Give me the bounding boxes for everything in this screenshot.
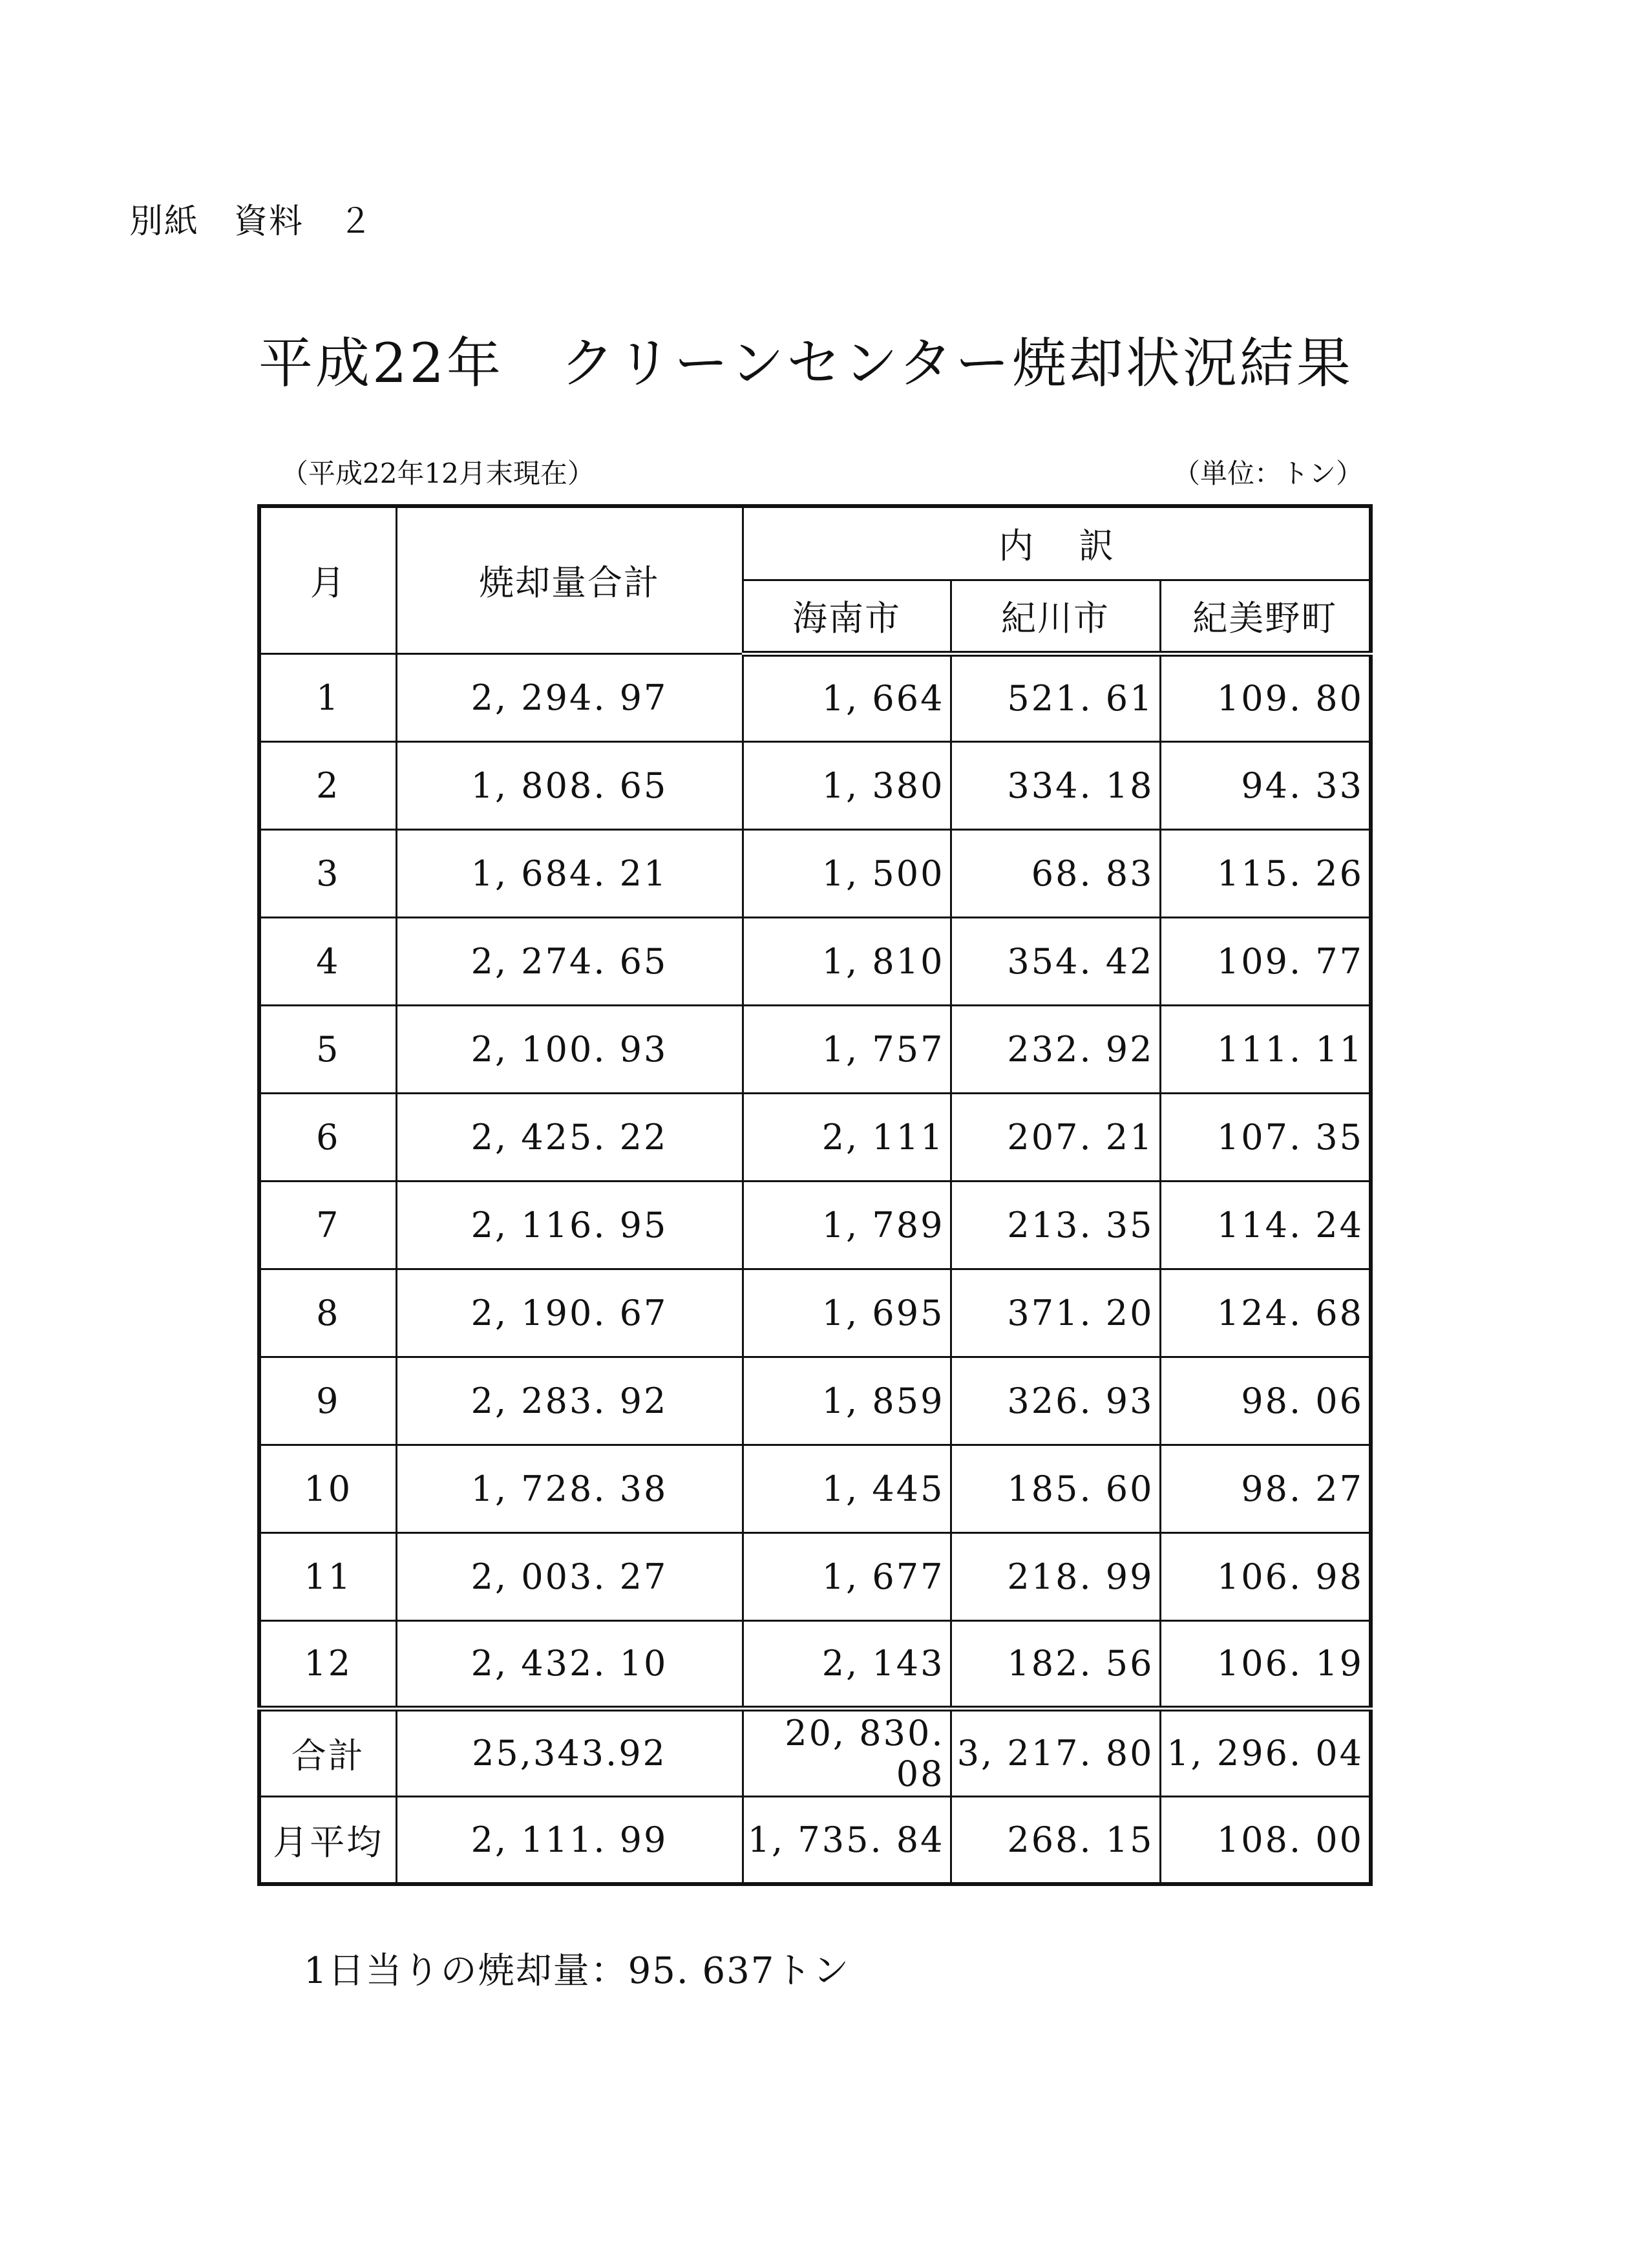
kinokawa-cell: 68. 83 xyxy=(951,829,1160,917)
table-row xyxy=(259,829,1371,917)
kinokawa-cell: 232. 92 xyxy=(951,1005,1160,1093)
month-cell: 6 xyxy=(259,1093,396,1181)
table-row xyxy=(259,1093,1371,1181)
table-row xyxy=(259,1005,1371,1093)
kainan-cell: 2, 143 xyxy=(743,1620,951,1708)
average-total-cell: 2, 111. 99 xyxy=(396,1796,743,1884)
table-header xyxy=(259,506,1371,653)
average-label: 月平均 xyxy=(259,1796,396,1884)
month-cell: 4 xyxy=(259,917,396,1005)
kinokawa-cell: 218. 99 xyxy=(951,1532,1160,1620)
sum-total-cell: 25,343.92 xyxy=(396,1708,743,1796)
kinokawa-cell: 334. 18 xyxy=(951,741,1160,829)
total-cell: 2, 100. 93 xyxy=(396,1005,743,1093)
sum-row xyxy=(259,1708,1371,1796)
kimino-cell: 114. 24 xyxy=(1160,1181,1371,1269)
kimino-cell: 109. 77 xyxy=(1160,917,1371,1005)
kinokawa-cell: 326. 93 xyxy=(951,1357,1160,1445)
kimino-cell: 115. 26 xyxy=(1160,829,1371,917)
sum-kinokawa-cell: 3, 217. 80 xyxy=(951,1708,1160,1796)
kimino-cell: 94. 33 xyxy=(1160,741,1371,829)
average-row xyxy=(259,1796,1371,1884)
total-cell: 2, 425. 22 xyxy=(396,1093,743,1181)
kainan-cell: 1, 789 xyxy=(743,1181,951,1269)
kainan-cell: 1, 859 xyxy=(743,1357,951,1445)
kimino-column-header: 紀美野町 xyxy=(1160,580,1371,653)
total-cell: 2, 003. 27 xyxy=(396,1532,743,1620)
kinokawa-cell: 213. 35 xyxy=(951,1181,1160,1269)
kimino-cell: 109. 80 xyxy=(1160,653,1371,741)
page-title: 平成22年 クリーンセンター焼却状況結果 xyxy=(259,332,1353,395)
month-column-header: 月 xyxy=(259,506,396,653)
kimino-cell: 106. 19 xyxy=(1160,1620,1371,1708)
month-cell: 5 xyxy=(259,1005,396,1093)
month-cell: 3 xyxy=(259,829,396,917)
kinokawa-cell: 371. 20 xyxy=(951,1269,1160,1357)
table-row xyxy=(259,741,1371,829)
average-kimino-cell: 108. 00 xyxy=(1160,1796,1371,1884)
month-cell: 11 xyxy=(259,1532,396,1620)
total-cell: 2, 274. 65 xyxy=(396,917,743,1005)
average-kinokawa-cell: 268. 15 xyxy=(951,1796,1160,1884)
breakdown-column-header: 内訳 xyxy=(743,506,1371,580)
total-cell: 2, 116. 95 xyxy=(396,1181,743,1269)
month-cell: 8 xyxy=(259,1269,396,1357)
kinokawa-cell: 207. 21 xyxy=(951,1093,1160,1181)
document-label: 別紙 資料 ２ xyxy=(129,202,374,241)
kimino-cell: 111. 11 xyxy=(1160,1005,1371,1093)
table-row xyxy=(259,653,1371,741)
incineration-table xyxy=(257,504,1373,1886)
month-cell: 12 xyxy=(259,1620,396,1708)
kinokawa-cell: 354. 42 xyxy=(951,917,1160,1005)
kimino-cell: 107. 35 xyxy=(1160,1093,1371,1181)
average-kainan-cell: 1, 735. 84 xyxy=(743,1796,951,1884)
total-cell: 2, 283. 92 xyxy=(396,1357,743,1445)
kinokawa-cell: 185. 60 xyxy=(951,1445,1160,1532)
total-cell: 2, 190. 67 xyxy=(396,1269,743,1357)
total-cell: 1, 808. 65 xyxy=(396,741,743,829)
kainan-cell: 1, 677 xyxy=(743,1532,951,1620)
table-row xyxy=(259,917,1371,1005)
month-cell: 1 xyxy=(259,653,396,741)
month-cell: 9 xyxy=(259,1357,396,1445)
total-cell: 2, 432. 10 xyxy=(396,1620,743,1708)
month-cell: 2 xyxy=(259,741,396,829)
kainan-cell: 1, 664 xyxy=(743,653,951,741)
month-cell: 7 xyxy=(259,1181,396,1269)
kainan-cell: 1, 810 xyxy=(743,917,951,1005)
sum-kainan-cell: 20, 830. 08 xyxy=(743,1708,951,1796)
table-row xyxy=(259,1357,1371,1445)
table-row xyxy=(259,1181,1371,1269)
daily-incineration-note: 1日当りの焼却量：95. 637トン xyxy=(304,1950,850,1992)
month-cell: 10 xyxy=(259,1445,396,1532)
kimino-cell: 98. 06 xyxy=(1160,1357,1371,1445)
table-row xyxy=(259,1269,1371,1357)
total-column-header: 焼却量合計 xyxy=(396,506,743,653)
kainan-cell: 1, 695 xyxy=(743,1269,951,1357)
table-row xyxy=(259,1532,1371,1620)
kainan-cell: 1, 757 xyxy=(743,1005,951,1093)
total-cell: 2, 294. 97 xyxy=(396,653,743,741)
kimino-cell: 106. 98 xyxy=(1160,1532,1371,1620)
kainan-cell: 1, 380 xyxy=(743,741,951,829)
kimino-cell: 124. 68 xyxy=(1160,1269,1371,1357)
kinokawa-column-header: 紀川市 xyxy=(951,580,1160,653)
table-row xyxy=(259,1620,1371,1708)
kainan-cell: 1, 500 xyxy=(743,829,951,917)
sum-label: 合計 xyxy=(259,1708,396,1796)
table-row xyxy=(259,1445,1371,1532)
kinokawa-cell: 521. 61 xyxy=(951,653,1160,741)
total-cell: 1, 684. 21 xyxy=(396,829,743,917)
table-body xyxy=(259,653,1371,1884)
kimino-cell: 98. 27 xyxy=(1160,1445,1371,1532)
kainan-cell: 1, 445 xyxy=(743,1445,951,1532)
kinokawa-cell: 182. 56 xyxy=(951,1620,1160,1708)
sum-kimino-cell: 1, 296. 04 xyxy=(1160,1708,1371,1796)
total-cell: 1, 728. 38 xyxy=(396,1445,743,1532)
kainan-column-header: 海南市 xyxy=(743,580,951,653)
as-of-date: （平成22年12月末現在） xyxy=(281,458,595,489)
kainan-cell: 2, 111 xyxy=(743,1093,951,1181)
unit-note: （単位：トン） xyxy=(1173,458,1364,489)
